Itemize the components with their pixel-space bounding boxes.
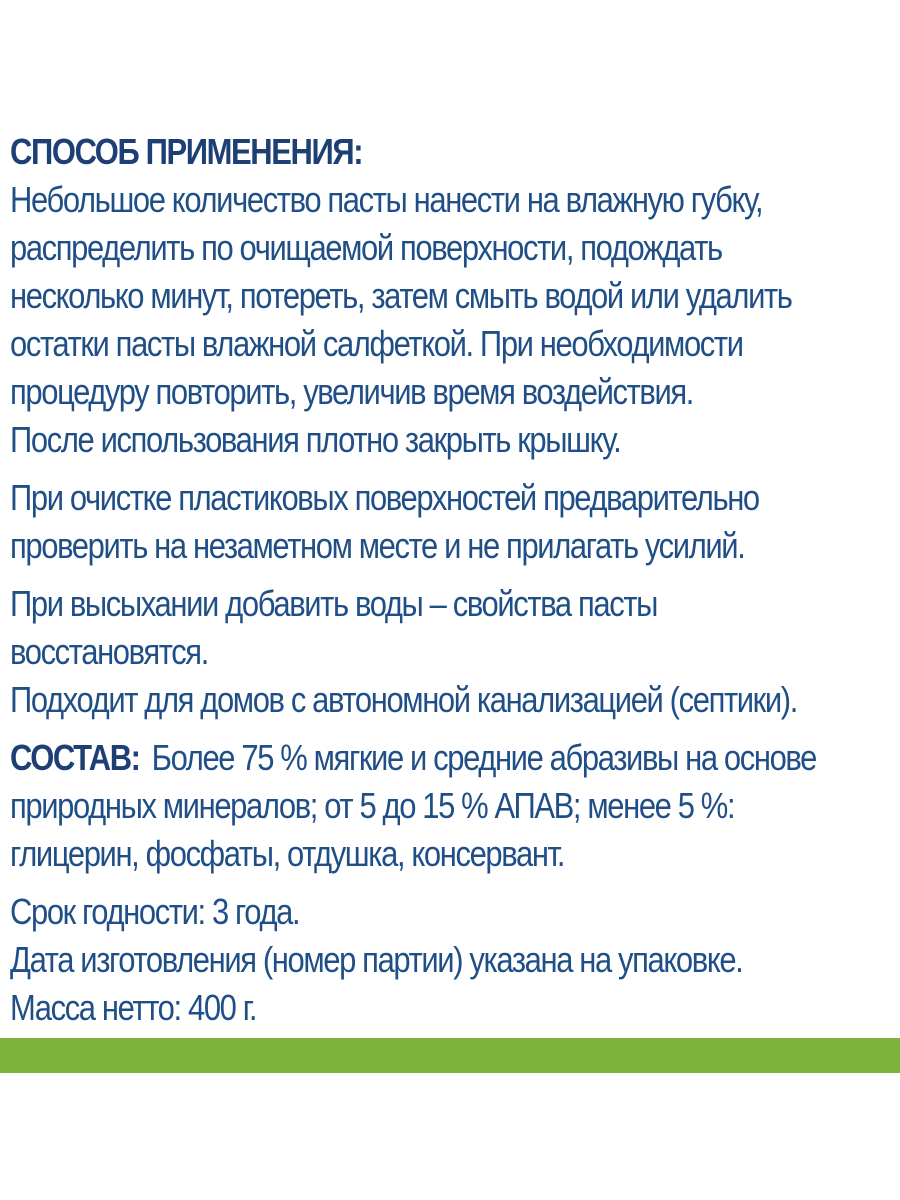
drying-note-line: восстановятся. [10, 631, 208, 672]
composition-line: природных минералов; от 5 до 15 % АПАВ; менее 5 %: [10, 785, 735, 826]
info-line: Масса нетто: 400 г. [10, 987, 257, 1028]
drying-note-line: При высыхании добавить воды – свойства пасты [10, 583, 658, 624]
usage-line: распределить по очищаемой поверхности, подождать [10, 227, 722, 268]
usage-line: Небольшое количество пасты нанести на влажную губку, [10, 179, 763, 220]
plastic-warning-line: проверить на незаметном месте и не прилагать усилий. [10, 525, 745, 566]
composition-text: Более 75 % мягкие и средние абразивы на основе [151, 737, 816, 778]
plastic-warning-line: При очистке пластиковых поверхностей предварительно [10, 477, 759, 518]
usage-line: остатки пасты влажной салфеткой. При необходимости [10, 323, 743, 364]
composition-line [10, 734, 816, 782]
info-line: Срок годности: 3 года. [10, 891, 300, 932]
usage-heading: СПОСОБ ПРИМЕНЕНИЯ: [10, 131, 363, 172]
usage-line: несколько минут, потереть, затем смыть водой или удалить [10, 275, 792, 316]
usage-line: процедуру повторить, увеличив время воздействия. [10, 371, 694, 412]
green-accent-bar [0, 1038, 900, 1073]
product-text-block [10, 128, 816, 1032]
info-line: Дата изготовления (номер партии) указана на упаковке. [10, 939, 743, 980]
composition-line: глицерин, фосфаты, отдушка, консервант. [10, 833, 565, 874]
drying-note-line: Подходит для домов с автономной канализацией (септики). [10, 679, 797, 720]
usage-line: После использования плотно закрыть крышку. [10, 419, 621, 460]
composition-label: СОСТАВ: [10, 737, 140, 778]
